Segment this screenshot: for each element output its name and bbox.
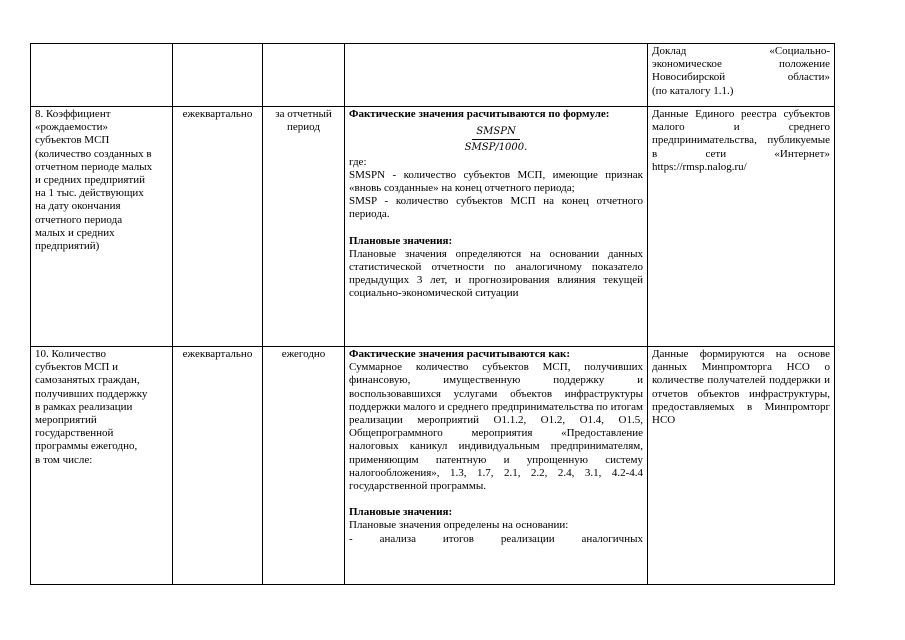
indicator-line: на 1 тыс. действующих [35, 187, 144, 200]
definition-smsp: SMSP - количество субъектов МСП на конец отчетного периода. [349, 195, 643, 221]
source-line: экономическое положение [652, 58, 830, 71]
top-period-cell [263, 44, 345, 107]
indicator-line: субъектов МСП [35, 134, 110, 147]
indicator-line: отчетного периода [35, 213, 123, 226]
definition-smspn: SMSPN - количество субъектов МСП, имеющие признак «вновь созданные» на конец отчетного периода; [349, 168, 643, 195]
indicator-cell-10 [31, 347, 173, 585]
indicator-line: предприятий) [35, 240, 100, 253]
formula [349, 125, 643, 154]
indicator-line: и средних предприятий [35, 174, 146, 187]
plan-item: - анализа итогов реализации аналогичных [349, 532, 643, 545]
source-line: Новосибирской области» [652, 71, 830, 84]
top-method-cell [345, 44, 648, 107]
table-row-10 [31, 347, 835, 585]
spacer [349, 493, 643, 506]
frequency-cell-8: ежеквартально [173, 107, 263, 347]
formula-numerator: SMSPN [472, 125, 519, 140]
method-cell-10 [345, 347, 648, 585]
period-line: за отчетный [275, 108, 332, 120]
indicator-line: 10. Количество [35, 348, 107, 360]
period-cell-10: ежегодно [263, 347, 345, 585]
table-row-top [31, 44, 835, 107]
indicator-line: (количество созданных в [35, 147, 152, 160]
indicator-line: отчетном периоде малых [35, 160, 153, 173]
top-frequency-cell [173, 44, 263, 107]
plan-heading: Плановые значения: [349, 234, 453, 247]
indicator-line: «рождаемости» [35, 121, 108, 134]
indicator-line: на дату окончания [35, 200, 121, 213]
indicator-line: получивших поддержку [35, 387, 148, 400]
source-cell-8: Данные Единого реестра субъектов малого и среднего предпринимательства, публикуемые в сети «Интернет» https://rmsp.nalog.ru/ [648, 107, 835, 347]
where-label: где: [349, 155, 367, 168]
formula-denominator: SMSP/1000. [464, 142, 528, 154]
indicator-line: 8. Коэффициент [35, 108, 111, 120]
table-row-8 [31, 107, 835, 347]
indicator-line: в том числе: [35, 453, 93, 466]
indicator-line: государственной [35, 427, 114, 440]
indicator-line: малых и средних [35, 226, 115, 239]
plan-heading: Плановые значения: [349, 506, 453, 519]
source-line: Доклад «Социально- [652, 45, 830, 57]
indicator-line: в рамках реализации [35, 400, 133, 413]
period-line: период [287, 121, 320, 134]
plan-text: Плановые значения определены на основании: [349, 519, 569, 532]
fact-text: Суммарное количество субъектов МСП, получивших финансовую, имущественную поддержку и воспользовавшихся услугами объектов инфраструктуры поддержки малого и среднего предпринимательства по итогам реализации мероприятий О1.1.2, О1.2, О1.4, О1.5, Общепрограммного мероприятия «Предоставление налоговых каникул индивидуальным предпринимателям, применяющим патентную и упрощенную систему налогообложения», 1.3, 1.7, 2.1, 2.2, 2.4, 3.1, 4.2-4.4 государственной программы. [349, 361, 643, 493]
source-cell-10: Данные формируются на основе данных Минпромторга НСО о количестве получателей поддержки и отчетов объектов инфраструктуры, предоставляемых в Минпромторг НСО [648, 347, 835, 585]
indicator-line: самозанятых граждан, [35, 374, 140, 387]
indicator-line: мероприятий [35, 414, 97, 427]
fact-heading: Фактические значения расчитываются как: [349, 348, 571, 360]
fact-heading: Фактические значения расчитываются по формуле: [349, 108, 610, 120]
indicator-cell-8 [31, 107, 173, 347]
method-cell-8 [345, 107, 648, 347]
frequency-cell-10: ежеквартально [173, 347, 263, 585]
plan-text: Плановые значения определяются на основании данных статистической отчетности по аналогичному показатело предыдущих 3 лет, и прогнозирования влияния текущей социально-экономической ситуации [349, 247, 643, 300]
indicator-line: программы ежегодно, [35, 440, 138, 453]
top-indicator-cell [31, 44, 173, 107]
period-cell-8 [263, 107, 345, 347]
indicators-table [30, 43, 835, 585]
spacer [349, 222, 643, 235]
source-line: (по каталогу 1.1.) [652, 84, 734, 97]
top-source-cell [648, 44, 835, 107]
indicator-line: субъектов МСП и [35, 361, 118, 374]
